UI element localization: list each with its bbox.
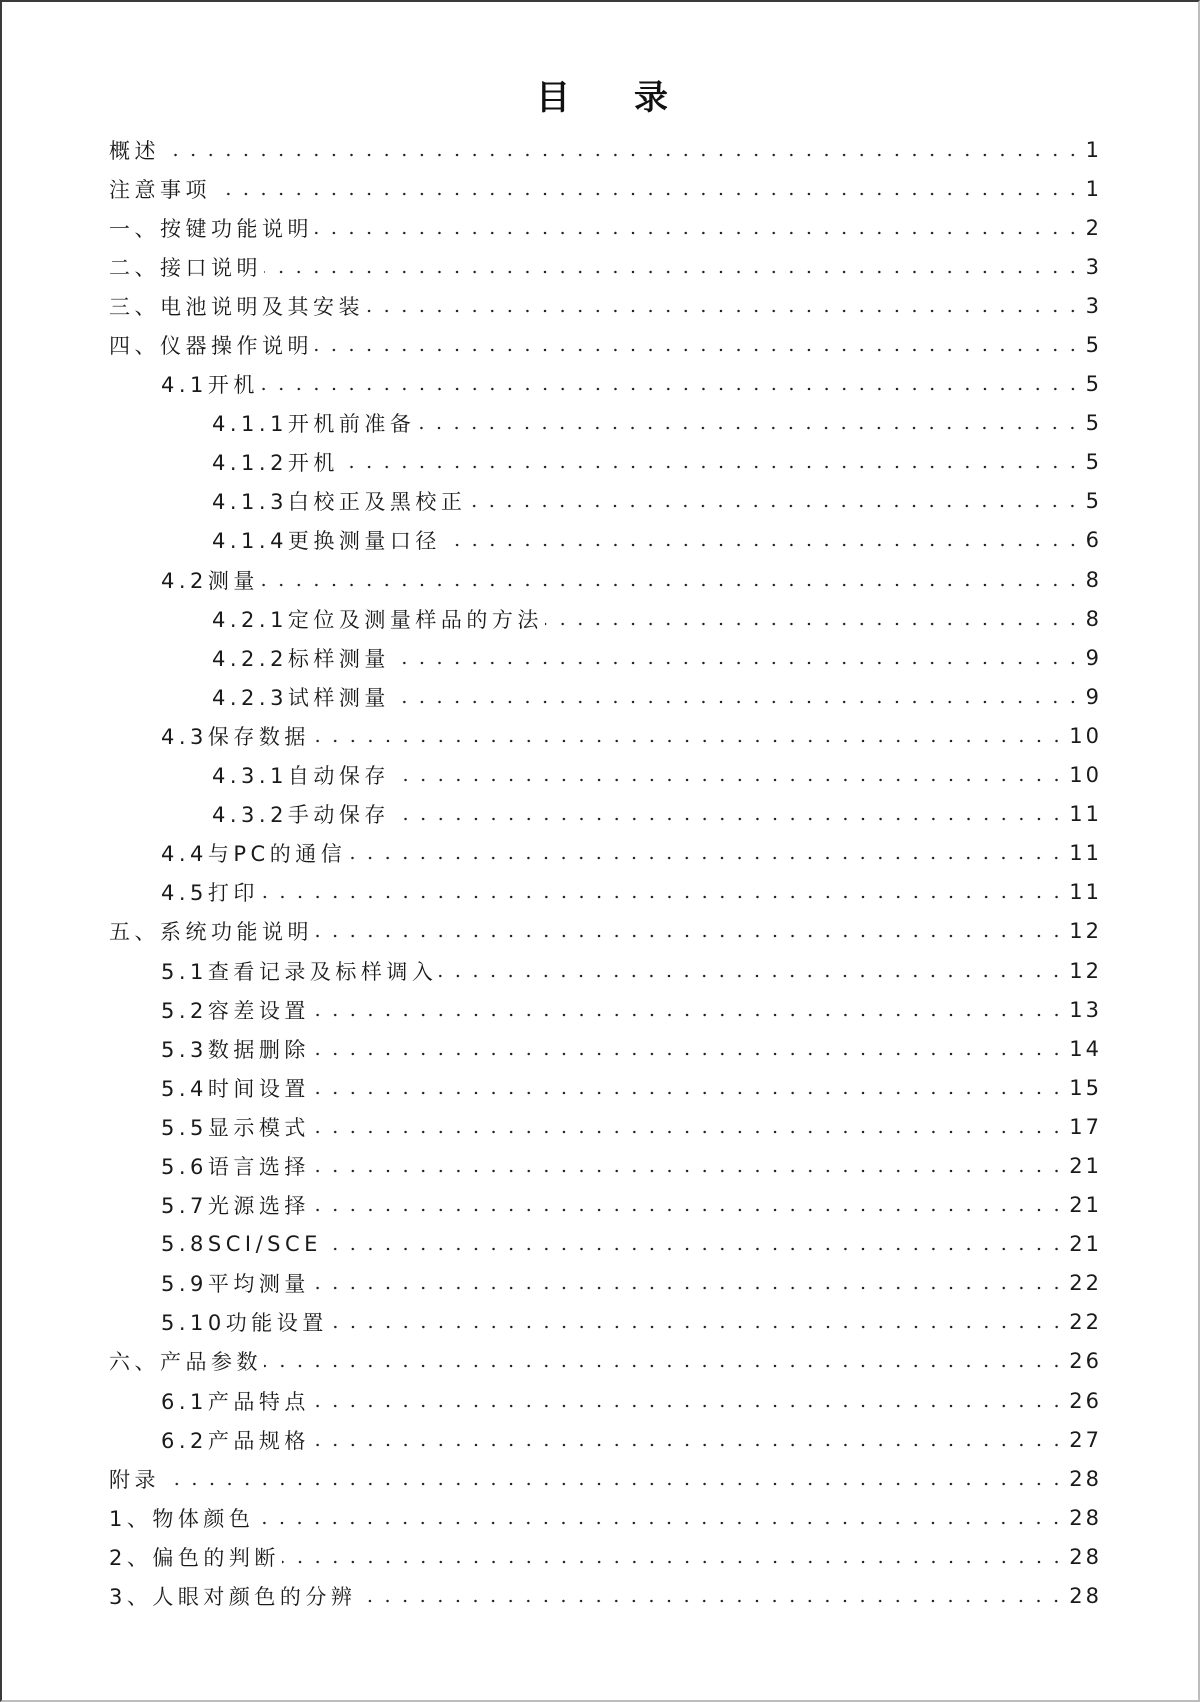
dot-leader xyxy=(392,778,1065,782)
dot-leader xyxy=(162,1482,1065,1486)
toc-entry-page: 26 xyxy=(1069,1388,1102,1413)
dot-leader xyxy=(256,1521,1065,1525)
toc-entry-label: 注意事项 xyxy=(109,174,213,204)
toc-entry-page: 28 xyxy=(1069,1584,1102,1609)
toc-entry[interactable] xyxy=(109,169,1102,208)
dot-leader xyxy=(312,739,1065,743)
toc-entry[interactable] xyxy=(109,130,1102,169)
dot-leader xyxy=(264,270,1082,274)
toc-entry-label: 4.2测量 xyxy=(161,565,261,595)
toc-entry-page: 5 xyxy=(1085,450,1102,475)
dot-leader xyxy=(348,856,1065,860)
toc-entry-label: 三、电池说明及其安装 xyxy=(109,291,366,321)
toc-entry[interactable] xyxy=(109,325,1102,364)
toc-entry-label: 5.6语言选择 xyxy=(161,1151,312,1181)
toc-entry-label: 4.1.3白校正及黑校正 xyxy=(212,486,468,516)
toc-entry-label: 5.3数据删除 xyxy=(161,1034,312,1064)
dot-leader xyxy=(392,700,1082,704)
dot-leader xyxy=(213,192,1082,196)
dot-leader xyxy=(315,934,1065,938)
toc-entry[interactable] xyxy=(109,286,1102,325)
toc-entry-label: 4.2.3试样测量 xyxy=(212,682,392,712)
toc-entry-page: 22 xyxy=(1069,1310,1102,1335)
dot-leader xyxy=(312,1013,1065,1017)
dot-leader xyxy=(312,1286,1065,1290)
dot-leader xyxy=(162,153,1082,157)
toc-entry-label: 附录 xyxy=(109,1464,162,1494)
dot-leader xyxy=(312,1052,1065,1056)
toc-entry-page: 9 xyxy=(1085,684,1102,709)
toc-entry-page: 5 xyxy=(1085,333,1102,358)
toc-entry-page: 1 xyxy=(1085,176,1102,201)
toc-entry-page: 11 xyxy=(1069,880,1102,905)
page-title: 目录 xyxy=(536,78,732,118)
toc-entry[interactable] xyxy=(109,404,1102,443)
toc-entry[interactable] xyxy=(109,1068,1102,1107)
toc-entry[interactable] xyxy=(109,638,1102,677)
dot-leader xyxy=(312,1130,1065,1134)
toc-entry[interactable] xyxy=(109,1420,1102,1459)
toc-entry-label: 4.1.1开机前准备 xyxy=(212,408,417,438)
toc-entry[interactable] xyxy=(109,1029,1102,1068)
toc-entry-label: 3、人眼对颜色的分辨 xyxy=(109,1581,358,1611)
toc-entry-label: 四、仪器操作说明 xyxy=(109,330,315,360)
toc-entry-page: 17 xyxy=(1069,1114,1102,1139)
toc-entry-label: 六、产品参数 xyxy=(109,1346,264,1376)
toc-entry-label: 5.1查看记录及标样调入 xyxy=(161,956,439,986)
toc-entry-page: 8 xyxy=(1085,606,1102,631)
dot-leader xyxy=(366,309,1082,313)
toc-entry-label: 4.3.1自动保存 xyxy=(212,760,392,790)
toc-entry-page: 10 xyxy=(1069,763,1102,788)
toc-entry-label: 4.2.2标样测量 xyxy=(212,643,392,673)
toc-entry-page: 3 xyxy=(1085,293,1102,318)
dot-leader xyxy=(468,504,1081,508)
toc-entry[interactable] xyxy=(109,1186,1102,1225)
toc-entry-page: 28 xyxy=(1069,1544,1102,1569)
toc-entry[interactable] xyxy=(109,208,1102,247)
toc-entry[interactable] xyxy=(109,482,1102,521)
toc-entry[interactable] xyxy=(109,1459,1102,1498)
dot-leader xyxy=(341,465,1082,469)
toc-entry[interactable] xyxy=(109,247,1102,286)
dot-leader xyxy=(261,583,1082,587)
toc-entry-page: 12 xyxy=(1069,958,1102,983)
toc-entry-label: 4.5打印 xyxy=(161,877,261,907)
dot-leader xyxy=(417,426,1081,430)
toc-entry[interactable] xyxy=(109,1342,1102,1381)
toc-entry-label: 1、物体颜色 xyxy=(109,1503,256,1533)
table-of-contents xyxy=(109,130,1102,1616)
toc-entry[interactable] xyxy=(109,1303,1102,1342)
toc-entry-label: 5.8SCI/SCE xyxy=(161,1232,322,1257)
toc-entry-page: 6 xyxy=(1085,528,1102,553)
toc-entry[interactable] xyxy=(109,716,1102,755)
toc-entry-label: 2、偏色的判断 xyxy=(109,1542,282,1572)
toc-entry-page: 5 xyxy=(1085,489,1102,514)
dot-leader xyxy=(315,231,1082,235)
dot-leader xyxy=(443,543,1082,547)
toc-entry-page: 8 xyxy=(1085,567,1102,592)
toc-entry-page: 21 xyxy=(1069,1193,1102,1218)
toc-entry[interactable] xyxy=(109,1498,1102,1537)
toc-entry-label: 5.7光源选择 xyxy=(161,1190,312,1220)
toc-entry-label: 5.5显示模式 xyxy=(161,1112,312,1142)
toc-entry-label: 4.1开机 xyxy=(161,369,261,399)
toc-entry-page: 1 xyxy=(1085,137,1102,162)
toc-entry-label: 五、系统功能说明 xyxy=(109,916,315,946)
toc-entry-page: 22 xyxy=(1069,1271,1102,1296)
toc-entry[interactable] xyxy=(109,365,1102,404)
toc-entry-page: 15 xyxy=(1069,1075,1102,1100)
toc-entry[interactable] xyxy=(109,1576,1102,1615)
toc-entry-page: 9 xyxy=(1085,645,1102,670)
toc-entry[interactable] xyxy=(109,677,1102,716)
toc-entry-page: 26 xyxy=(1069,1349,1102,1374)
toc-entry[interactable] xyxy=(109,873,1102,912)
dot-leader xyxy=(312,1169,1065,1173)
toc-entry[interactable] xyxy=(109,443,1102,482)
toc-entry-page: 10 xyxy=(1069,723,1102,748)
dot-leader xyxy=(312,1091,1065,1095)
dot-leader xyxy=(312,1443,1065,1447)
dot-leader xyxy=(545,622,1082,626)
toc-entry-label: 4.3.2手动保存 xyxy=(212,799,392,829)
toc-entry[interactable] xyxy=(109,1146,1102,1185)
toc-entry[interactable] xyxy=(109,990,1102,1029)
dot-leader xyxy=(264,1364,1065,1368)
toc-entry-label: 二、接口说明 xyxy=(109,252,264,282)
toc-entry[interactable] xyxy=(109,834,1102,873)
toc-entry[interactable] xyxy=(109,1264,1102,1303)
toc-entry-page: 14 xyxy=(1069,1036,1102,1061)
toc-entry-label: 4.2.1定位及测量样品的方法 xyxy=(212,604,545,634)
dot-leader xyxy=(392,817,1065,821)
toc-entry-label: 6.1产品特点 xyxy=(161,1386,312,1416)
toc-entry-page: 13 xyxy=(1069,997,1102,1022)
toc-entry-label: 5.2容差设置 xyxy=(161,995,312,1025)
toc-entry[interactable] xyxy=(109,560,1102,599)
toc-entry[interactable] xyxy=(109,951,1102,990)
toc-entry[interactable] xyxy=(109,756,1102,795)
dot-leader xyxy=(261,895,1065,899)
toc-entry[interactable] xyxy=(109,1381,1102,1420)
toc-entry-page: 27 xyxy=(1069,1427,1102,1452)
toc-entry[interactable] xyxy=(109,521,1102,560)
dot-leader xyxy=(312,1404,1065,1408)
dot-leader xyxy=(330,1325,1066,1329)
toc-entry-label: 6.2产品规格 xyxy=(161,1425,312,1455)
dot-leader xyxy=(312,1208,1065,1212)
toc-entry-page: 21 xyxy=(1069,1153,1102,1178)
toc-entry-page: 21 xyxy=(1069,1232,1102,1257)
toc-entry-label: 4.1.2开机 xyxy=(212,447,341,477)
toc-entry-label: 5.9平均测量 xyxy=(161,1268,312,1298)
toc-entry-page: 5 xyxy=(1085,372,1102,397)
toc-entry-label: 概述 xyxy=(109,135,162,165)
toc-entry-page: 11 xyxy=(1069,841,1102,866)
toc-entry-page: 2 xyxy=(1085,215,1102,240)
toc-entry-label: 一、按键功能说明 xyxy=(109,213,315,243)
toc-entry-label: 4.4与PC的通信 xyxy=(161,838,348,868)
toc-entry[interactable] xyxy=(109,1537,1102,1576)
toc-entry-label: 4.3保存数据 xyxy=(161,721,312,751)
toc-entry[interactable] xyxy=(109,912,1102,951)
dot-leader xyxy=(439,974,1065,978)
toc-entry-label: 5.10功能设置 xyxy=(161,1307,330,1337)
dot-leader xyxy=(324,1247,1065,1251)
toc-entry[interactable] xyxy=(109,1225,1102,1264)
dot-leader xyxy=(392,661,1082,665)
dot-leader xyxy=(261,387,1082,391)
dot-leader xyxy=(282,1560,1065,1564)
toc-entry-page: 3 xyxy=(1085,254,1102,279)
toc-entry-page: 5 xyxy=(1085,411,1102,436)
toc-entry-label: 5.4时间设置 xyxy=(161,1073,312,1103)
toc-entry[interactable] xyxy=(109,599,1102,638)
toc-entry[interactable] xyxy=(109,1107,1102,1146)
toc-entry-page: 28 xyxy=(1069,1505,1102,1530)
toc-entry[interactable] xyxy=(109,795,1102,834)
toc-entry-page: 12 xyxy=(1069,919,1102,944)
dot-leader xyxy=(358,1599,1065,1603)
toc-entry-page: 28 xyxy=(1069,1466,1102,1491)
dot-leader xyxy=(315,348,1082,352)
toc-entry-page: 11 xyxy=(1069,802,1102,827)
toc-entry-label: 4.1.4更换测量口径 xyxy=(212,525,443,555)
